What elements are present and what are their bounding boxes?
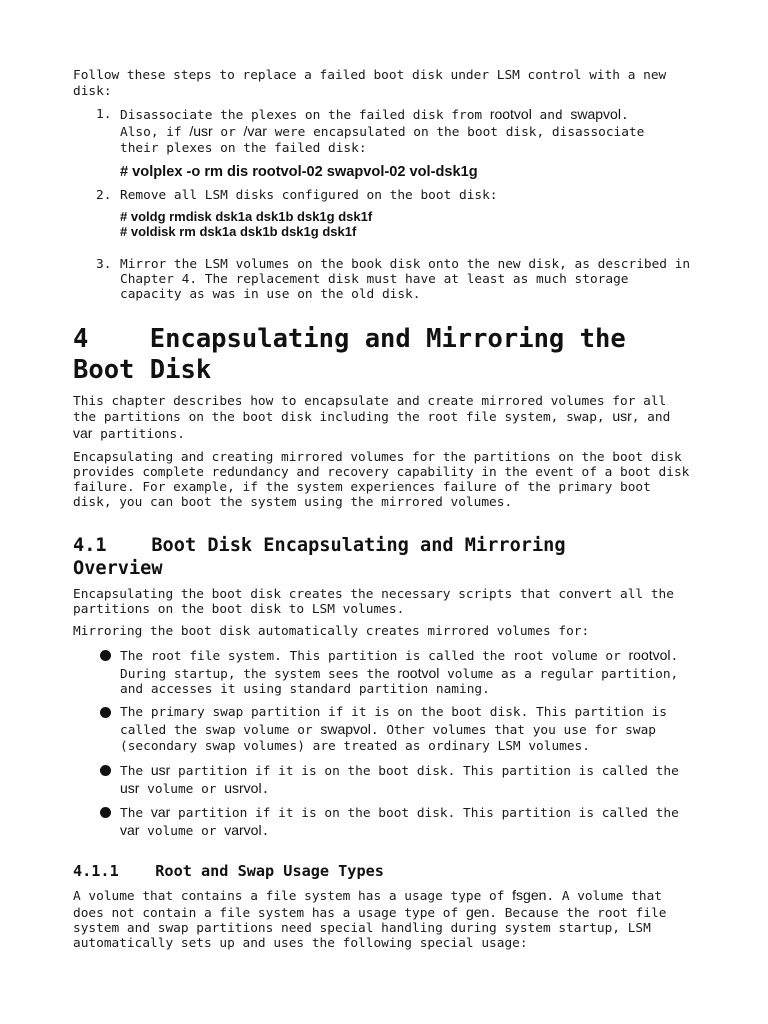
- usr-term: usr: [612, 408, 632, 424]
- step-1-line-2: Also, if /usr or /var were encapsulated on the boot disk, disassociate: [120, 123, 645, 140]
- section-4-1-1-line-2: does not contain a file system has a usage type of gen. Because the root file: [73, 904, 667, 921]
- chapter-p1-line-3: var partitions.: [73, 425, 185, 442]
- bullet-icon: [100, 807, 111, 818]
- section-4-1-title-line-2: Overview: [73, 558, 163, 579]
- rootvol-term: rootvol: [628, 647, 671, 663]
- step-1-line-1: Disassociate the plexes on the failed disk from rootvol and swapvol.: [120, 106, 629, 123]
- bullet-4-line-2: var volume or varvol.: [120, 822, 270, 839]
- bullet-icon: [100, 650, 111, 661]
- chapter-p2-line-2: provides complete redundancy and recovery capability in the event of a boot disk: [73, 465, 690, 480]
- var-term: var: [120, 822, 140, 838]
- rootvol-term: rootvol: [397, 665, 440, 681]
- chapter-p1-line-2: the partitions on the boot disk including the root file system, swap, usr, and: [73, 408, 671, 425]
- chapter-p2-line-3: failure. For example, if the system experiences failure of the primary boot: [73, 480, 651, 495]
- step-1-line-3: their plexes on the failed disk:: [120, 141, 367, 156]
- step-3-line-1: Mirror the LSM volumes on the book disk onto the new disk, as described in: [120, 257, 691, 272]
- usrvol-term: usrvol: [224, 780, 262, 796]
- bullet-1-line-1: The root file system. This partition is called the root volume or rootvol.: [120, 647, 679, 664]
- step-3-number: 3.: [96, 257, 112, 272]
- usr-term: usr: [120, 780, 140, 796]
- chapter-title-line-1: 4 Encapsulating and Mirroring the: [73, 324, 626, 354]
- section-4-1-1-line-4: automatically sets up and uses the following special usage:: [73, 936, 528, 951]
- gen-term: gen: [465, 904, 490, 920]
- voldg-command: # voldg rmdisk dsk1a dsk1b dsk1g dsk1f: [120, 209, 373, 224]
- step-3-line-2: Chapter 4. The replacement disk must have at least as much storage: [120, 272, 629, 287]
- bullet-icon: [100, 765, 111, 776]
- chapter-p1-line-1: This chapter describes how to encapsulate and create mirrored volumes for all: [73, 394, 667, 409]
- chapter-p2-line-1: Encapsulating and creating mirrored volumes for the partitions on the boot disk: [73, 450, 682, 465]
- fsgen-term: fsgen: [512, 887, 547, 903]
- bullet-1-line-3: and accesses it using standard partition naming.: [120, 682, 490, 697]
- section-4-1-1-title: 4.1.1 Root and Swap Usage Types: [73, 862, 384, 880]
- usr-path-term: /usr: [189, 123, 213, 139]
- step-2-number: 2.: [96, 188, 112, 203]
- usr-term: usr: [150, 762, 171, 778]
- bullet-3-line-2: usr volume or usrvol.: [120, 780, 270, 797]
- voldisk-command: # voldisk rm dsk1a dsk1b dsk1g dsk1f: [120, 224, 357, 239]
- intro-line-2: disk:: [73, 84, 112, 99]
- chapter-p2-line-4: disk, you can boot the system using the mirrored volumes.: [73, 495, 513, 510]
- step-3-line-3: capacity as was in use on the old disk.: [120, 287, 421, 302]
- swapvol-term: swapvol: [570, 106, 621, 122]
- intro-line-1: Follow these steps to replace a failed boot disk under LSM control with a new: [73, 68, 667, 83]
- bullet-2-line-2: called the swap volume or swapvol. Other volumes that you use for swap: [120, 721, 656, 738]
- volplex-command: # volplex -o rm dis rootvol-02 swapvol-02 vol-dsk1g: [120, 164, 478, 180]
- step-1-number: 1.: [96, 107, 112, 122]
- rootvol-term: rootvol: [489, 106, 532, 122]
- chapter-title-line-2: Boot Disk: [73, 355, 212, 385]
- bullet-2-line-3: (secondary swap volumes) are treated as ordinary LSM volumes.: [120, 739, 590, 754]
- section-4-1-1-line-1: A volume that contains a file system has a usage type of fsgen. A volume that: [73, 887, 662, 904]
- var-term: var: [150, 804, 171, 820]
- step-2-line-1: Remove all LSM disks configured on the boot disk:: [120, 188, 498, 203]
- bullet-1-line-2: During startup, the system sees the rootvol volume as a regular partition,: [120, 665, 679, 682]
- var-path-term: /var: [243, 123, 267, 139]
- bullet-3-line-1: The usr partition if it is on the boot disk. This partition is called the: [120, 762, 679, 779]
- swapvol-term: swapvol: [320, 721, 371, 737]
- section-4-1-title-line-1: 4.1 Boot Disk Encapsulating and Mirroring: [73, 535, 566, 556]
- bullet-2-line-1: The primary swap partition if it is on the boot disk. This partition is: [120, 705, 668, 720]
- bullet-4-line-1: The var partition if it is on the boot disk. This partition is called the: [120, 804, 679, 821]
- bullet-icon: [100, 707, 111, 718]
- varvol-term: varvol: [224, 822, 262, 838]
- var-term: var: [73, 425, 93, 441]
- section-4-1-1-line-3: system and swap partitions need special handling during system startup, LSM: [73, 921, 651, 936]
- section-4-1-p1-line-1: Encapsulating the boot disk creates the necessary scripts that convert all the: [73, 587, 674, 602]
- section-4-1-p2: Mirroring the boot disk automatically creates mirrored volumes for:: [73, 624, 590, 639]
- section-4-1-p1-line-2: partitions on the boot disk to LSM volumes.: [73, 602, 405, 617]
